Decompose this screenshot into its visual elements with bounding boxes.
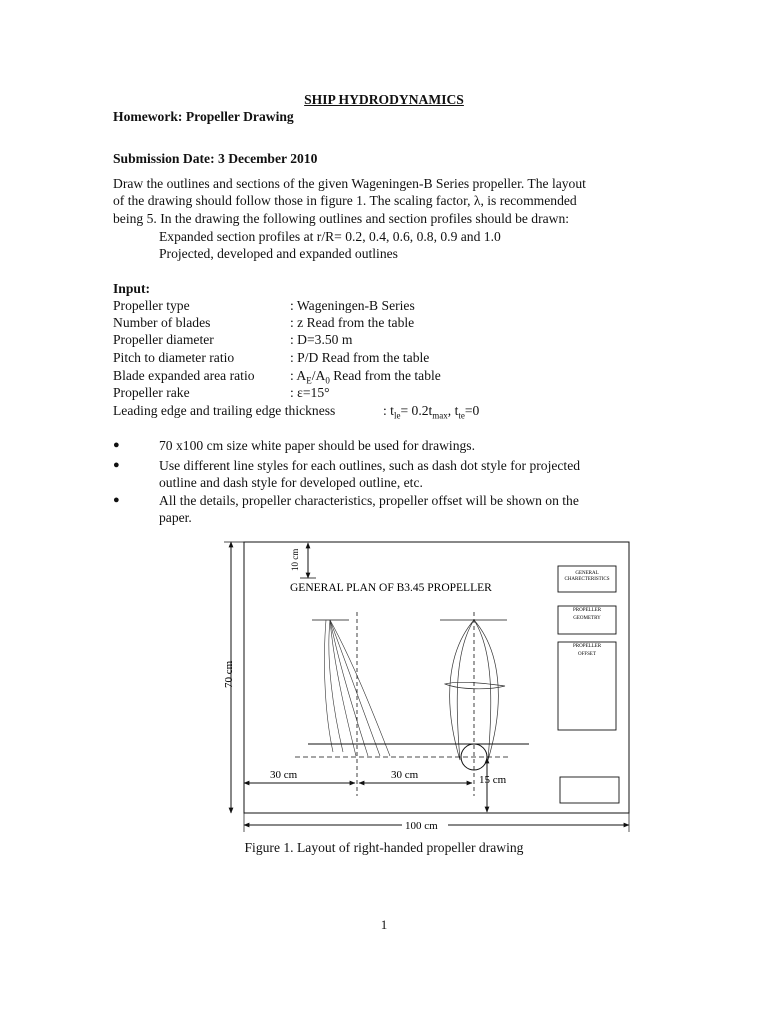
svg-text:PROPELLER: PROPELLER bbox=[572, 608, 602, 613]
input-label-pitch: Pitch to diameter ratio bbox=[113, 350, 235, 365]
input-label-diameter: Propeller diameter bbox=[113, 332, 214, 347]
box-title-block bbox=[560, 777, 619, 803]
plan-title: GENERAL PLAN OF B3.45 PROPELLER bbox=[290, 582, 492, 594]
dim-width-label: 100 cm bbox=[405, 820, 438, 832]
intro-line-1: Draw the outlines and sections of the given Wageningen-B Series propeller. The layout bbox=[113, 176, 586, 191]
input-heading: Input: bbox=[113, 281, 151, 296]
page-number: 1 bbox=[380, 917, 388, 932]
input-value-pitch: : P/D Read from the table bbox=[290, 350, 430, 365]
submission-date: Submission Date: 3 December 2010 bbox=[113, 151, 318, 166]
input-value-diameter: : D=3.50 m bbox=[290, 332, 353, 347]
svg-text:PROPELLER: PROPELLER bbox=[572, 644, 602, 649]
svg-text:CHARECTERISTICS: CHARECTERISTICS bbox=[564, 577, 610, 582]
dim-c-label: 15 cm bbox=[479, 774, 507, 786]
bullet-dot: ● bbox=[113, 439, 120, 451]
bullet-dot: ● bbox=[113, 459, 120, 471]
bullet-dot: ● bbox=[113, 494, 120, 506]
document-page: SHIP HYDRODYNAMICS Homework: Propeller Drawing Submission Date: 3 December 2010 Draw the outlines and sections of the given Wageningen-B Series propeller. The layout of the drawing should follow those in figure 1. The scaling factor, λ, is recommended being 5. In the drawing the following outlines and section profiles should be drawn: Expanded section profiles at r/R= 0.2, 0.4, 0.6, 0.8, 0.9 and 1.0 Projected, developed and expanded outlines Input: Propeller type : Wageningen-B Series Number of blades : z Read from the table Propeller diameter : D=3.50 m Pitch to diameter ratio : P/D Read from the table Blade expanded area ratio : $A_E/A_0$ Read from the table Propeller rake : ε=15° Leading edge and trailing edge thickness : $t_{le}= 0.2t_{max}$, $t_{te}=0$ ● 70 x100 cm size white paper should be used for drawings. ● Use different line styles for each outlines, such as dash dot style for projected outline and dash style for developed outline, etc. ● All the details, propeller characteristics, propeller offset will be shown on the paper. 10 cm GENERAL PLAN OF B3.45 PROPELLER GENERAL CHARECTERISTICS PROPELLER GEOMETRY PROPELLER OFFSET 70 cm 30 cm 30 cm 15 cm 100 cm Figure 1. Layout of right-handed propeller drawing 1 bbox=[0, 0, 768, 1024]
input-value-type: : Wageningen-B Series bbox=[290, 298, 415, 313]
dim-top-label: 10 cm bbox=[290, 548, 300, 571]
svg-text:GEOMETRY: GEOMETRY bbox=[573, 616, 601, 621]
input-value-area-ratio: : $A_E/A_0$ Read from the table bbox=[290, 368, 441, 386]
input-label-edge-thickness: Leading edge and trailing edge thickness bbox=[113, 403, 336, 418]
figure-caption: Figure 1. Layout of right-handed propeller drawing bbox=[244, 840, 524, 855]
input-value-blades: : z Read from the table bbox=[290, 315, 415, 330]
svg-text:GENERAL: GENERAL bbox=[575, 571, 599, 576]
input-value-rake: : ε=15° bbox=[290, 385, 330, 400]
intro-line-2: of the drawing should follow those in figure 1. The scaling factor, λ, is recommended bbox=[113, 193, 577, 209]
input-label-rake: Propeller rake bbox=[113, 385, 190, 400]
blade-outline-view bbox=[440, 620, 507, 760]
dim-height-label: 70 cm bbox=[223, 660, 235, 688]
blade-side-view bbox=[312, 620, 390, 756]
input-value-edge-thickness: : $t_{le}= 0.2t_{max}$, $t_{te}=0$ bbox=[383, 403, 480, 421]
dim-a-label: 30 cm bbox=[270, 769, 298, 781]
homework-heading: Homework: Propeller Drawing bbox=[113, 109, 294, 124]
input-label-type: Propeller type bbox=[113, 298, 190, 313]
intro-item-outlines: Projected, developed and expanded outlines bbox=[159, 246, 398, 261]
input-label-blades: Number of blades bbox=[113, 315, 211, 330]
svg-text:OFFSET: OFFSET bbox=[577, 652, 597, 657]
intro-line-3: being 5. In the drawing the following outlines and section profiles should be drawn: bbox=[113, 210, 570, 226]
page-title: SHIP HYDRODYNAMICS bbox=[304, 92, 464, 107]
dim-b-label: 30 cm bbox=[391, 769, 419, 781]
intro-item-sections: Expanded section profiles at r/R= 0.2, 0.4, 0.6, 0.8, 0.9 and 1.0 bbox=[159, 229, 501, 244]
input-label-area-ratio: Blade expanded area ratio bbox=[113, 368, 255, 383]
